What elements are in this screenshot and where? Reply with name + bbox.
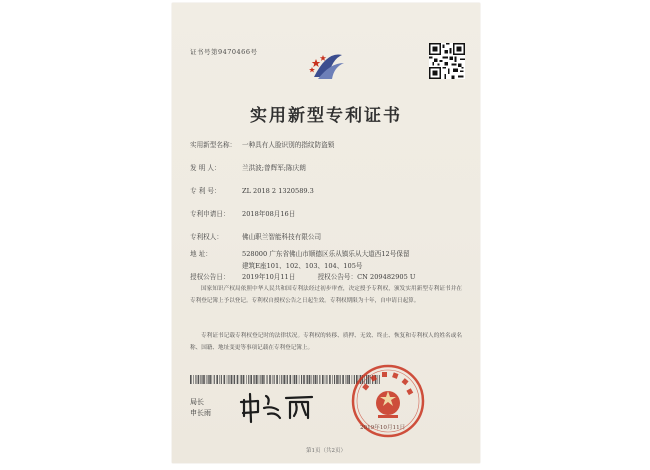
field-value: 528000 广东省佛山市顺德区乐从镇乐从大道西12号保留 [242, 250, 410, 258]
barcode-bar [296, 375, 298, 384]
qr-code-icon [429, 43, 465, 79]
barcode-bar [301, 375, 302, 384]
barcode-bar [272, 375, 273, 384]
certificate-number: 证书号第9470466号 [190, 48, 258, 56]
barcode-bar [243, 375, 245, 384]
barcode-bar [269, 375, 271, 384]
field-inventors [190, 162, 306, 172]
barcode-bar [208, 375, 209, 384]
paragraph-legal-status: 专利证书记载专利权登记时的法律状况。专利权的转移、质押、无效、终止、恢复和专利权人的姓名或名称、国籍、地址变更等事项记载在专利登记簿上。 [190, 333, 462, 351]
field-value: ZL 2018 2 1320589.3 [242, 187, 314, 195]
barcode-bar [347, 375, 348, 384]
field-value: 佛山职兰智能科技有限公司 [242, 233, 322, 241]
seal-date: 2019年10月11日 [360, 425, 406, 431]
barcode-bar [248, 375, 249, 384]
barcode-bar [262, 375, 264, 384]
certificate-title: 实用新型专利证书 [250, 106, 402, 126]
barcode-bar [254, 375, 255, 384]
barcode-bar [325, 375, 326, 384]
barcode-bar [214, 375, 215, 384]
barcode-bar [233, 375, 234, 384]
barcode-bar [221, 375, 222, 384]
director-name: 申长雨 [190, 409, 211, 417]
patent-office-emblem-icon [306, 45, 348, 85]
barcode-bar [334, 375, 335, 384]
barcode-bar [200, 375, 201, 384]
barcode-bar [286, 375, 287, 384]
barcode-bar [234, 375, 235, 384]
paragraph-grant: 国家知识产权局依照中华人民共和国专利法经过初步审查，决定授予专利权，颁发实用新型专利证书并在专利登记簿上予以登记。专利权自授权公告之日起生效。专利权期限为十年，自申请日起算。 [190, 286, 462, 304]
field-value: 2019年10月11日 [242, 273, 296, 281]
barcode-bar [246, 375, 247, 384]
barcode-bar [322, 375, 324, 384]
field-utility-model-name [190, 139, 334, 149]
barcode-bar [313, 375, 314, 384]
barcode-bar [312, 375, 313, 384]
field-value: 兰洪波;曾辉军;陈庆朗 [242, 164, 306, 172]
barcode-bar [307, 375, 308, 384]
field-grant-date [190, 271, 415, 281]
barcode-bar [293, 375, 294, 384]
barcode-bar [267, 375, 268, 384]
barcode-bar [237, 375, 239, 384]
field-value: 2018年08月16日 [242, 210, 296, 218]
barcode-bar [326, 375, 327, 384]
barcode-bar [340, 375, 341, 384]
barcode-bar [287, 375, 288, 384]
barcode-bar [274, 375, 275, 384]
barcode-bar [216, 375, 218, 384]
barcode-bar [256, 375, 258, 384]
barcode-bar [260, 375, 261, 384]
barcode-bar [299, 375, 300, 384]
field-label: 授权公告日： [190, 273, 230, 281]
barcode-bar [319, 375, 320, 384]
barcode-bar [202, 375, 203, 384]
patent-certificate [172, 3, 480, 463]
barcode-bar [309, 375, 311, 384]
barcode-bar [227, 375, 228, 384]
barcode-bar [253, 375, 254, 384]
barcode-bar [306, 375, 307, 384]
barcode-bar [231, 375, 233, 384]
field-patentee [190, 231, 321, 241]
field-patent-number [190, 185, 314, 195]
field-label: 专利申请日： [190, 210, 230, 218]
barcode-bar [264, 375, 265, 384]
field-label: 地 址： [190, 250, 212, 258]
barcode-bar [228, 375, 229, 384]
barcode-bar [329, 375, 331, 384]
barcode-bar [206, 375, 207, 384]
barcode-bar [198, 375, 200, 384]
barcode-bar [346, 375, 347, 384]
barcode-bar [250, 375, 252, 384]
director-title: 局长 [190, 398, 204, 406]
barcode-bar [190, 375, 192, 384]
field-label: 专 利 号： [190, 187, 221, 195]
barcode-bar [315, 375, 317, 384]
grant-number-label: 授权公告号： [317, 273, 358, 281]
barcode-bar [303, 375, 305, 384]
field-address [190, 248, 410, 258]
grant-number-value: CN 209482905 U [357, 273, 416, 281]
barcode-bar [209, 375, 211, 384]
field-label: 专利权人： [190, 233, 223, 241]
barcode-bar [212, 375, 213, 384]
barcode-bar [290, 375, 292, 384]
field-address-line2: 建筑E座101、102、103、104、105号 [242, 262, 363, 270]
barcode-bar [195, 375, 196, 384]
barcode-bar [294, 375, 295, 384]
barcode-bar [224, 375, 226, 384]
barcode-bar [240, 375, 241, 384]
barcode-bar [336, 375, 338, 384]
barcode-bar [338, 375, 339, 384]
barcode-bar [193, 375, 194, 384]
barcode-bar [203, 375, 205, 384]
page-footer: 第1页（共2页） [306, 448, 346, 454]
director-signature [238, 388, 318, 424]
barcode-bar [332, 375, 333, 384]
barcode-bar [281, 375, 282, 384]
barcode-bar [283, 375, 285, 384]
field-filing-date [190, 208, 295, 218]
barcode-bar [317, 375, 318, 384]
field-label: 发 明 人： [190, 164, 221, 172]
barcode-bar [259, 375, 260, 384]
field-value: 一种具有人脸识别的指纹防盗锁 [242, 141, 335, 149]
barcode-bar [342, 375, 344, 384]
barcode-bar [276, 375, 278, 384]
barcode-bar [219, 375, 220, 384]
field-label: 实用新型名称： [190, 141, 237, 149]
barcode-bar [280, 375, 281, 384]
barcode-bar [241, 375, 242, 384]
